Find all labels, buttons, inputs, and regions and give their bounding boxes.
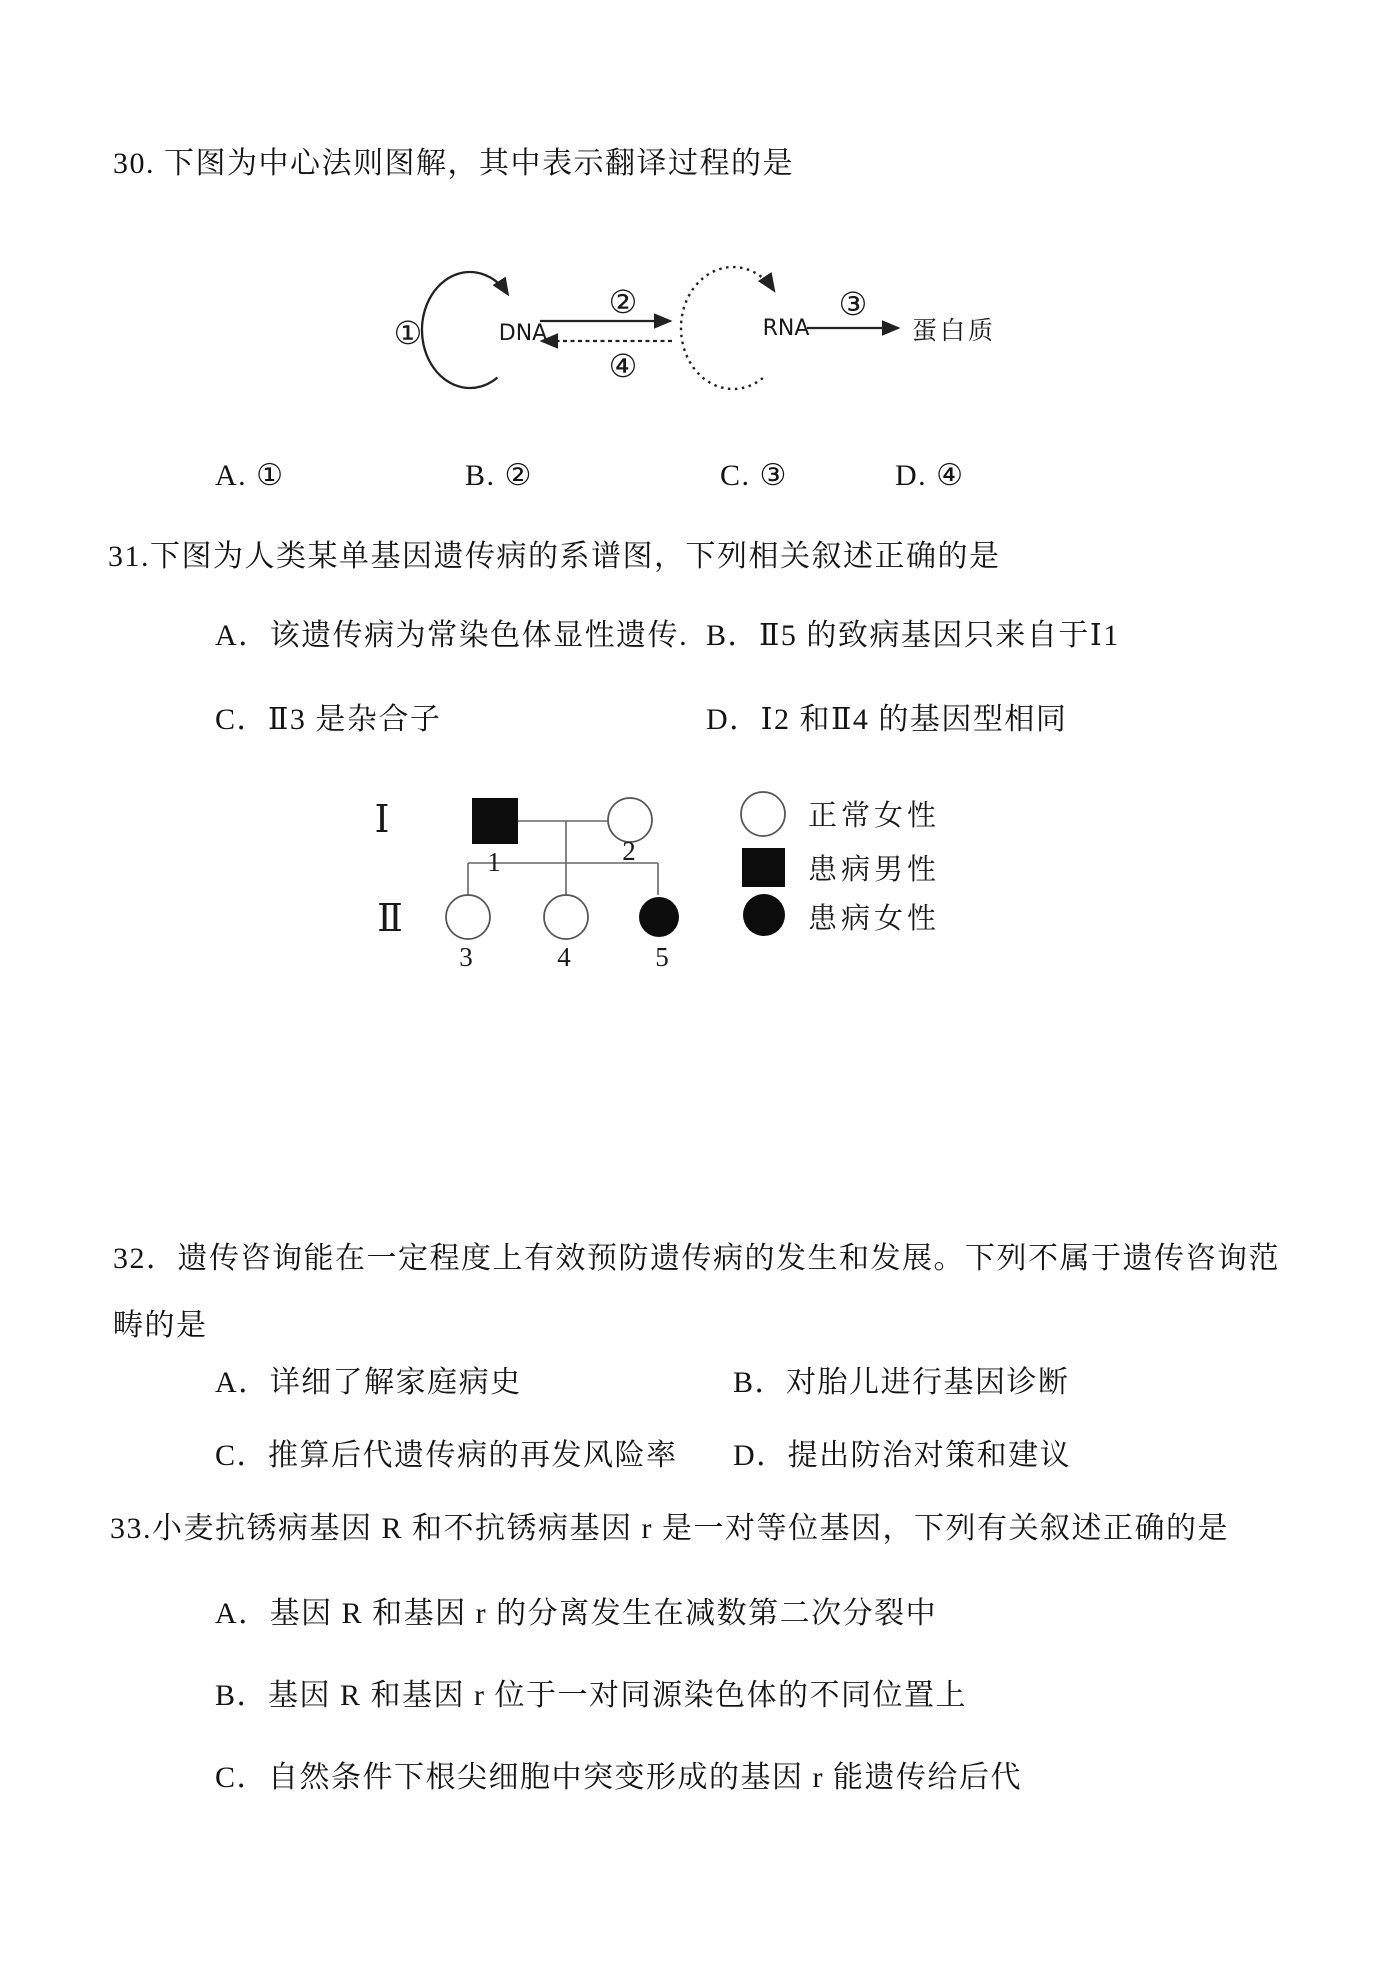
generation-2-label: Ⅱ [377, 898, 403, 940]
individual-I2-number: 2 [622, 836, 636, 866]
q31-option-b: B．Ⅱ5 的致病基因只来自于Ⅰ1 [706, 619, 1120, 652]
dna-label: DNA [498, 321, 548, 346]
q30-option-b: B. ② [465, 459, 533, 492]
process-label-2: ② [608, 283, 638, 321]
process-label-1: ① [393, 314, 423, 352]
q30-stem: 30. 下图为中心法则图解，其中表示翻译过程的是 [113, 147, 794, 180]
legend-affected-female-label: 患病女性 [808, 903, 940, 935]
central-dogma-diagram [380, 255, 1020, 405]
protein-label: 蛋白质 [912, 318, 997, 345]
legend-open-circle-icon [741, 792, 785, 836]
dna-replication-loop-arrow [422, 272, 508, 388]
pedigree-diagram [365, 785, 940, 980]
q32-option-a: A．详细了解家庭病史 [215, 1366, 522, 1399]
individual-I1-affected-male [472, 798, 518, 844]
individual-I1-number: 1 [487, 847, 501, 877]
process-label-3: ③ [838, 285, 868, 323]
q30-option-a: A. ① [215, 459, 285, 492]
q32-option-c: C．推算后代遗传病的再发风险率 [215, 1439, 678, 1472]
individual-II4-normal-female [544, 895, 588, 939]
individual-II3-normal-female [446, 895, 490, 939]
q31-option-a: A．该遗传病为常染色体显性遗传. [215, 619, 689, 652]
q31-option-d: D．Ⅰ2 和Ⅱ4 的基因型相同 [706, 703, 1068, 736]
legend-filled-square-icon [742, 848, 785, 887]
q32-option-b: B．对胎儿进行基因诊断 [733, 1366, 1070, 1399]
q31-option-c: C．Ⅱ3 是杂合子 [215, 703, 442, 736]
q33-option-a: A．基因 R 和基因 r 的分离发生在减数第二次分裂中 [215, 1597, 938, 1630]
q32-stem: 32．遗传咨询能在一定程度上有效预防遗传病的发生和发展。下列不属于遗传咨询范畴的是 [113, 1242, 1280, 1342]
rna-label: RNA [762, 316, 810, 341]
q33-option-c: C．自然条件下根尖细胞中突变形成的基因 r 能遗传给后代 [215, 1761, 1022, 1794]
q30-option-d: D. ④ [895, 459, 965, 492]
process-label-4: ④ [608, 347, 638, 385]
q32-option-d: D．提出防治对策和建议 [733, 1439, 1072, 1472]
legend-filled-circle-icon [743, 894, 785, 936]
individual-II5-affected-female [639, 897, 679, 937]
individual-II4-number: 4 [557, 942, 571, 972]
individual-II5-number: 5 [655, 942, 669, 972]
q31-stem: 31.下图为人类某单基因遗传病的系谱图，下列相关叙述正确的是 [108, 540, 1001, 573]
generation-1-label: Ⅰ [374, 799, 390, 841]
q33-stem: 33.小麦抗锈病基因 R 和不抗锈病基因 r 是一对等位基因，下列有关叙述正确的是 [110, 1512, 1229, 1545]
legend-affected-male-label: 患病男性 [808, 854, 940, 886]
legend-normal-female-label: 正常女性 [808, 800, 940, 832]
q33-option-b: B．基因 R 和基因 r 位于一对同源染色体的不同位置上 [215, 1679, 968, 1712]
rna-replication-loop-arrow [681, 267, 774, 389]
individual-II3-number: 3 [459, 942, 473, 972]
q30-option-c: C. ③ [720, 459, 788, 492]
